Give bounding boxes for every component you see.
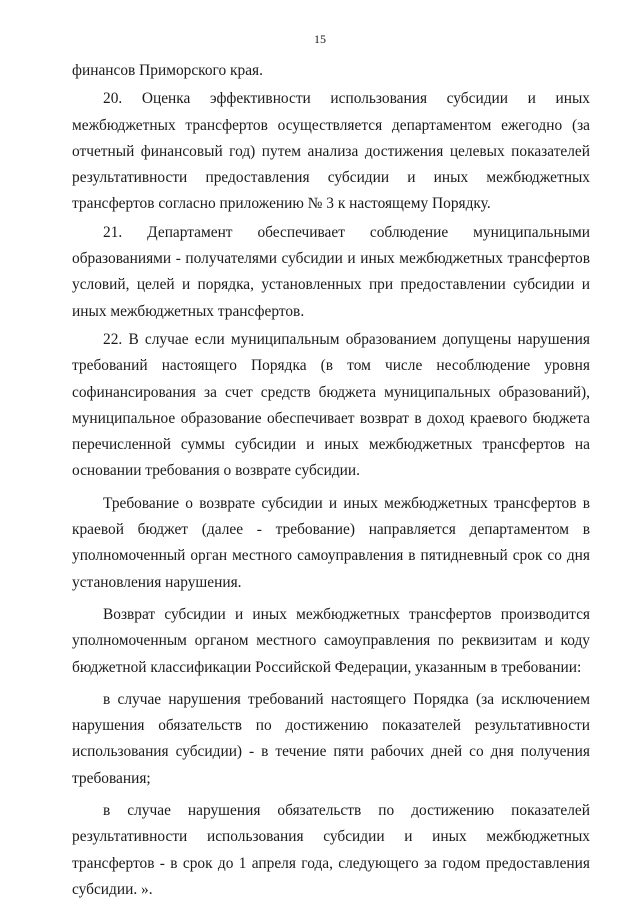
paragraph-continuation: финансов Приморского края. bbox=[72, 62, 263, 79]
document-body bbox=[72, 58, 590, 903]
paragraph-item-22: 22. В случае если муниципальным образованием допущены нарушения требований настоящего Порядка (в том числе несоблюдение уровня софинансирования за счет средств бюджета муниципальных образований), муниципальное образование обеспечивает возврат в доход краевого бюджета перечисленной суммы субсидии и иных межбюджетных трансфертов на основании требования о возврате субсидии. bbox=[72, 330, 590, 480]
paragraph-return-request: Требование о возврате субсидии и иных межбюджетных трансфертов в краевой бюджет (далее - требование) направляется департаментом в уполномоченный орган местного самоуправления в пятидневный срок со дня установления нарушения. bbox=[72, 494, 590, 591]
paragraph-item-20: 20. Оценка эффективности использования субсидии и иных межбюджетных трансфертов осуществляется департаментом ежегодно (за отчетный финансовый год) путем анализа достижения целевых показателей результативности предоставления субсидии и иных межбюджетных трансфертов согласно приложению № 3 к настоящему Порядку. bbox=[72, 90, 590, 213]
paragraph-case-requirements-violation: в случае нарушения требований настоящего Порядка (за исключением нарушения обязательств по достижению показателей результативности использования субсидии) - в течение пяти рабочих дней со дня получения требования; bbox=[72, 690, 590, 787]
paragraph-item-21: 21. Департамент обеспечивает соблюдение муниципальными образованиями - получателями субсидии и иных межбюджетных трансфертов условий, целей и порядка, установленных при предоставлении субсидии и иных межбюджетных трансфертов. bbox=[72, 223, 590, 320]
page-number: 15 bbox=[314, 32, 326, 46]
paragraph-return-procedure: Возврат субсидии и иных межбюджетных трансфертов производится уполномоченным органом местного самоуправления по реквизитам и коду бюджетной классификации Российской Федерации, указанным в требовании: bbox=[72, 605, 590, 676]
paragraph-case-obligations-violation: в случае нарушения обязательств по достижению показателей результативности использования субсидии и иных межбюджетных трансфертов - в срок до 1 апреля года, следующего за годом предоставления субсидии. ». bbox=[72, 802, 590, 898]
